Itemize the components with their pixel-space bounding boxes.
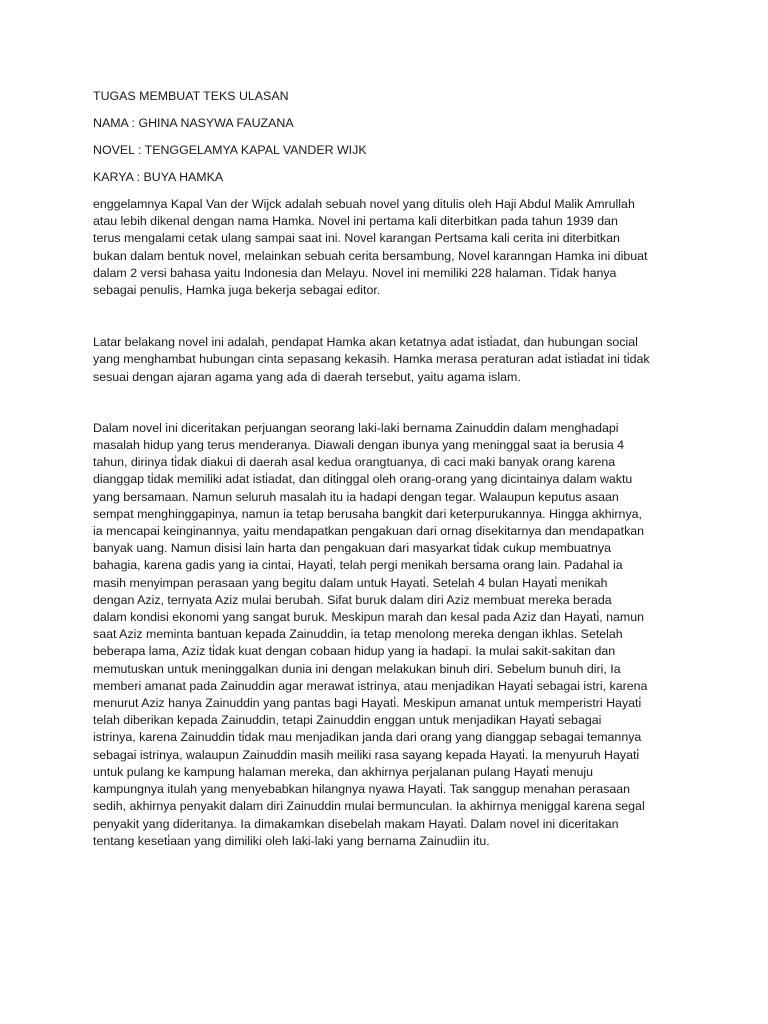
paragraph-line: tentang keseti̇aan yang dimiliki oleh laki-laki yang bernama Zainudiin itu. [93,833,490,848]
paragraph-line: memutuskan untuk meninggalkan dunia ini dengan melakukan binuh diri. Sebelum bunuh diri, Ia [93,661,621,676]
paragraph-line: masih menyimpan perasaan yang begitu dalam untuk Hayati̇. Setelah 4 bulan Hayati̇ menikah [93,575,608,590]
paragraph-synopsis [93,420,683,850]
paragraph-line: atau lebih dikenal dengan nama Hamka. Novel ini pertama kali diterbitkan pada tahun 1939 dan [93,214,618,229]
document-title: TUGAS MEMBUAT TEKS ULASAN [93,89,289,103]
paragraph-line: istrinya, karena Zainuddin ti̇dak mau menjadikan janda dari orang yang dianggap sebagai temannya [93,730,642,745]
paragraph-line: dengan Aziz, ternyata Aziz mulai berubah. Sifat buruk dalam diri Aziz membuat mereka berada [93,592,612,607]
document-page [93,88,683,850]
paragraph-line: untuk pulang ke kampung halaman mereka, dan akhirnya perjalanan pulang Hayati̇ menuju [93,764,594,779]
paragraph-line: yang menghambat hubungan cinta sepasang kekasih. Hamka merasa peraturan adat isti̇adat ini ti̇dak [93,352,650,367]
paragraph-line: dalam 2 versi bahasa yaitu Indonesia dan Melayu. Novel ini memiliki 228 halaman. Tidak hanya [93,265,617,280]
paragraph-line: saat Aziz meminta bantuan kepada Zainuddin, ia tetap menolong mereka dengan ikhlas. Setelah [93,627,623,642]
paragraph-line: sebagai penulis, Hamka juga bekerja sebagai editor. [93,283,381,298]
paragraph-line: enggelamnya Kapal Van der Wijck adalah sebuah novel yang ditulis oleh Haji Abdul Malik Amrullah [93,197,635,211]
paragraph-line: Dalam novel ini diceritakan perjuangan seorang laki-laki bernama Zainuddin dalam menghadapi [93,420,619,435]
paragraph-line: sesuai dengan ajaran agama yang ada di daerah tersebut, yaitu agama islam. [93,369,521,384]
paragraph-background [93,334,683,386]
paragraph-line: tahun, dirinya ti̇dak diakui di daerah asal kedua orangtuanya, di caci maki banyak orang karena [93,455,616,470]
paragraph-line: menurut Aziz hanya Zainuddin yang pantas bagi Hayati̇. Meskipun amanat untuk memperistri Hayati̇ [93,696,642,711]
paragraph-line: dalam kondisi ekonomi yang sangat buruk. Meskipun marah dan kesal pada Aziz dan Hayati̇, namun [93,610,645,625]
paragraph-line: bahagia, karena gadis yang ia cintai, Hayati̇, telah pergi menikah bersama orang lain. Padahal ia [93,558,623,573]
paragraph-line: ia mencapai keinginannya, yaitu mendapatkan pengakuan dari ornag disekitarnya dan mendapatkan [93,524,645,539]
author-name: NAMA : GHINA NASYWA FAUZANA [93,116,294,130]
paragraph-line: penyakit yang dideritanya. Ia dimakamkan disebelah makam Hayati̇. Dalam novel ini diceritakan [93,816,619,831]
paragraph-line: sedih, akhirnya penyakit dalam diri Zainuddin mulai bermunculan. Ia akhirnya meniggal karena segal [93,799,645,814]
paragraph-line: bukan dalam bentuk novel, melainkan sebuah cerita bersambung, Novel karanngan Hamka ini dibuat [93,248,648,263]
paragraph-line: yang bersamaan. Namun seluruh masalah itu ia hadapi dengan tegar. Walaupun keputus asaan [93,489,619,504]
paragraph-line: sebagai istrinya, walaupun Zainuddin masih meiliki rasa sayang kepada Hayati̇. Ia menyuruh Hayati̇ [93,747,640,762]
paragraph-line: beberapa lama, Aziz ti̇dak kuat dengan cobaan hidup yang ia hadapi. Ia mulai sakit-sakitan dan [93,644,616,659]
paragraph-line: memberi amanat pada Zainuddin agar merawat istrinya, atau menjadikan Hayati̇ sebagai istri, karena [93,678,648,693]
paragraph-line: telah diberikan kepada Zainuddin, tetapi Zainuddin enggan untuk menjadikan Hayati̇ sebagai [93,713,602,728]
paragraph-line: terus mengalami cetak ulang sampai saat ini. Novel karangan Pertsama kali cerita ini diterbitkan [93,231,620,246]
paragraph-line: banyak uang. Namun disisi lain harta dan pengakuan dari masyarkat ti̇dak cukup membuatnya [93,541,611,556]
paragraph-line: kampungnya itulah yang menyebabkan hilangnya nyawa Hayati̇. Tak sanggup menahan perasaan [93,782,631,797]
novel-title: NOVEL : TENGGELAMYA KAPAL VANDER WIJK [93,143,367,157]
paragraph-line: Latar belakang novel ini adalah, pendapat Hamka akan ketatnya adat isti̇adat, dan hubungan social [93,335,638,350]
paragraph-line: sempat menghinggapinya, namun ia tetap berusaha bangkit dari keterpurukannya. Hingga akhirnya, [93,506,642,521]
paragraph-introduction [93,196,683,299]
paragraph-line: dianggap ti̇dak memiliki adat isti̇adat, dan diti̇nggal oleh orang-orang yang dicintainya dalam waktu [93,472,633,487]
novel-author: KARYA : BUYA HAMKA [93,170,224,184]
paragraph-line: masalah hidup yang terus menderanya. Diawali dengan ibunya yang meninggal saat ia berusia 4 [93,438,625,453]
